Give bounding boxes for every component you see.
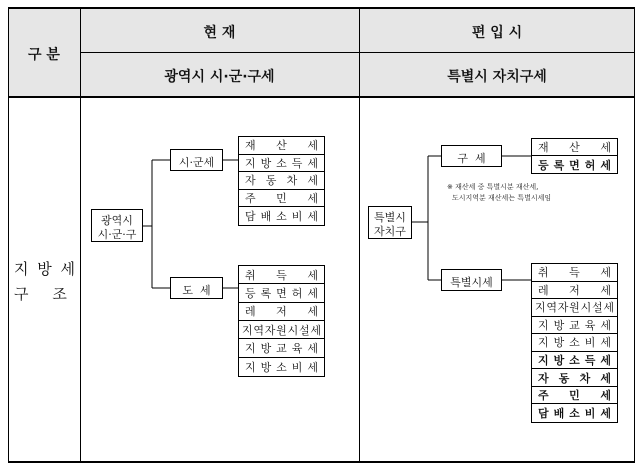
header-current-title: 현 재 (203, 25, 236, 41)
tax-item: 지 역 자 원 시 설 세 (239, 321, 324, 339)
tax-item: 지 방 소 득 세 (532, 352, 617, 370)
tax-item: 자 동 차 세 (239, 172, 324, 190)
tax-item: 지 방 소 비 세 (532, 334, 617, 352)
tax-item: 취 득 세 (532, 264, 617, 282)
future-tax-list-gu (531, 138, 618, 174)
header-future-sub: 특별시 자치구세 (447, 69, 547, 85)
row-label-line1: 지 방 세 (14, 260, 78, 278)
header-gubun: 구 분 (28, 47, 60, 63)
current-branch-do-label: 도 세 (182, 284, 211, 297)
tax-item: 지 방 교 육 세 (532, 317, 617, 335)
future-root-line1: 특별시 (374, 211, 406, 224)
tax-item: 재 산 세 (532, 139, 617, 156)
current-root-line1: 광역시 (101, 214, 133, 227)
future-note-line2: 도시지역분 재산세는 특별시세임 (452, 194, 552, 202)
future-root-line2: 자치구 (374, 225, 406, 238)
future-branch-teukbyeolsi-label: 특별시세 (450, 276, 493, 289)
future-tax-list-teukbyeolsi (531, 263, 618, 423)
tax-item: 주 민 세 (239, 190, 324, 208)
current-root-line2: 시·군·구 (97, 228, 137, 241)
tax-item: 자 동 차 세 (532, 369, 617, 387)
tax-item: 지 역 자 원 시 설 세 (532, 299, 617, 317)
tax-item: 등 록 면 허 세 (239, 284, 324, 302)
current-branch-sigun (170, 149, 223, 171)
tax-item: 담 배 소 비 세 (538, 407, 611, 421)
header-future-title: 편 입 시 (471, 25, 523, 41)
tax-item: 레 저 세 (239, 303, 324, 321)
current-root-box (91, 209, 143, 242)
future-branch-teukbyeolsi (441, 269, 502, 291)
row-label-line2: 구 조 (14, 285, 67, 303)
future-branch-gu-label: 구 세 (457, 152, 486, 165)
tax-item: 지 방 소 득 세 (239, 155, 324, 173)
future-root-box (368, 206, 412, 239)
tax-item: 레 저 세 (532, 282, 617, 300)
tax-item: 담 배 소 비 세 (245, 210, 318, 224)
tax-item: 지 방 소 비 세 (245, 360, 318, 374)
tax-item: 주 민 세 (532, 387, 617, 405)
tax-item: 취 득 세 (239, 266, 324, 284)
current-branch-sigun-label: 시·군세 (178, 156, 215, 169)
tax-item: 재 산 세 (239, 137, 324, 155)
tax-item: 지 방 교 육 세 (239, 339, 324, 357)
future-note-line1: ※ 재산세 중 특별시분 재산세, (447, 183, 539, 191)
future-branch-gu (441, 145, 502, 167)
current-branch-do (170, 277, 223, 299)
current-tax-list-sigun (238, 136, 325, 226)
tax-item: 등 록 면 허 세 (538, 158, 611, 172)
current-tax-list-do (238, 265, 325, 377)
header-current-sub: 광역시 시·군·구세 (164, 69, 275, 85)
